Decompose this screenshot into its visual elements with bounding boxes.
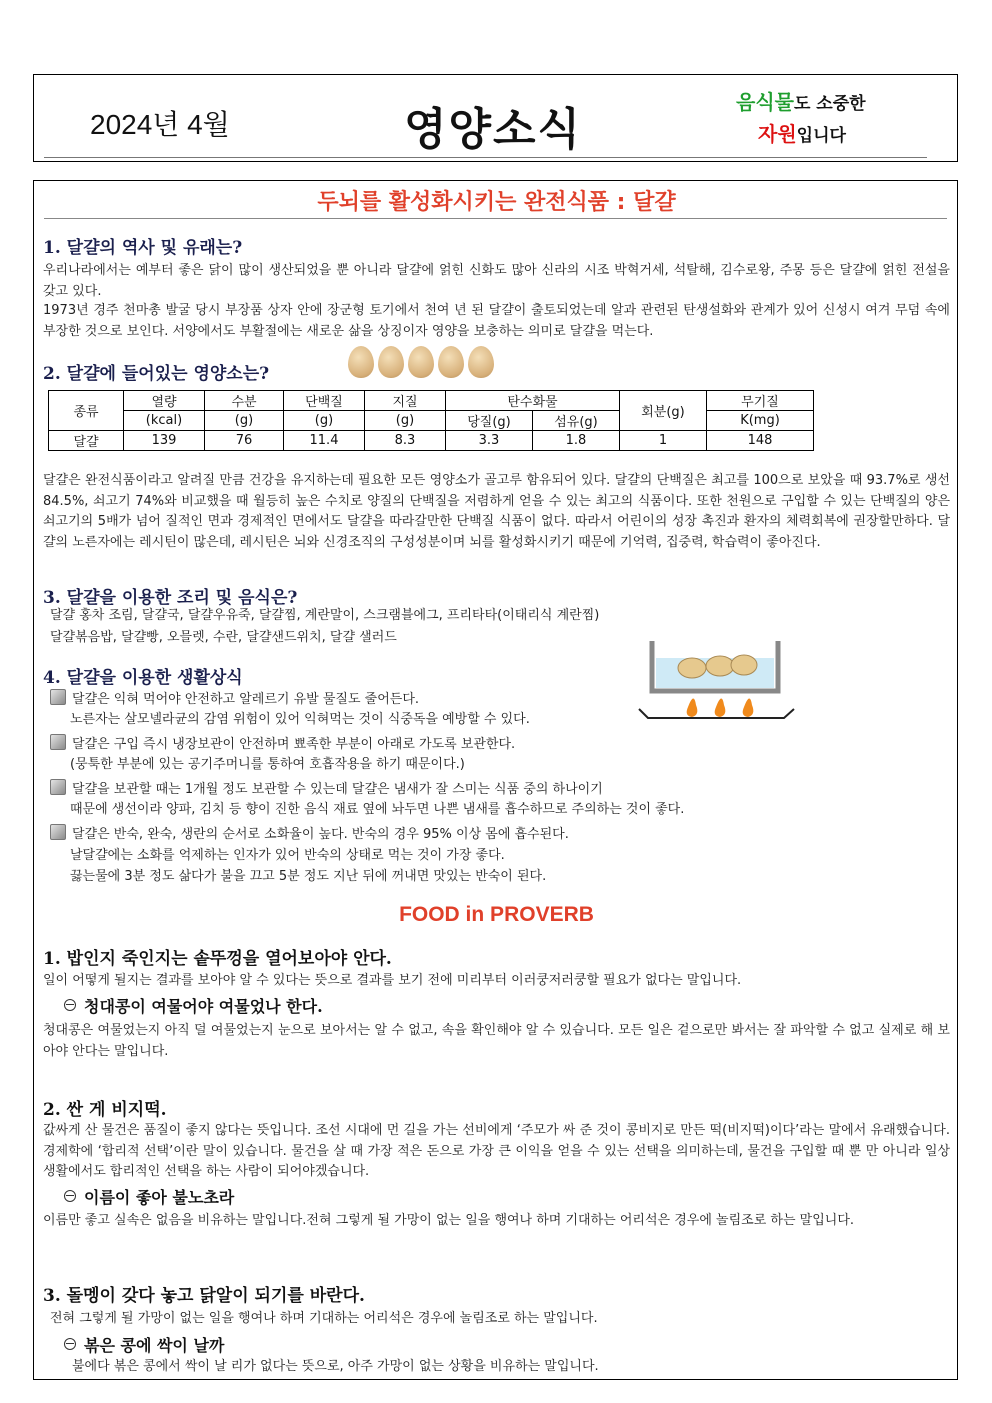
table-cell: 139 xyxy=(124,431,205,451)
slogan-line2-rest: 입니다 xyxy=(796,126,846,146)
circle-bullet-icon xyxy=(64,1338,76,1350)
proverb-2-text: 값싸게 산 물건은 품질이 좋지 않다는 뜻입니다. 조선 시대에 먼 길을 가는 선비에게 ‘주모가 싸 준 것이 콩비지로 만든 떡(비지떡)이다’라는 말에서 유래했습니다. 경제학에 ‘합리적 선택’이란 말이 있습니다. 물건을 살 때 가장 적은 돈으로 가장 큰 이익을 얻을 수 있는 선택을 의미하는데, 물건을 구입할 때 뿐 만 아니라 일상생활에서도 합리적인 선택을 하는 사람이 되어야겠습니다. xyxy=(43,1123,950,1179)
th-protein-unit: (g) xyxy=(284,411,365,431)
egg-icon xyxy=(438,346,464,378)
tip-3-line-1: 달걀을 보관할 때는 1개월 정도 보관할 수 있는데 달걀은 냄새가 잘 스미는 식품 중의 하나이기 xyxy=(72,782,603,797)
th-kind: 종류 xyxy=(49,391,124,431)
flame-icon xyxy=(715,698,726,717)
proverb-3-sub-text: 불에다 볶은 콩에서 싹이 날 리가 없다는 뜻으로, 아주 가망이 없는 상황을 비유하는 말입니다. xyxy=(72,1359,599,1374)
boiling-eggs-illustration xyxy=(634,636,804,731)
th-carb: 탄수화물 xyxy=(446,391,620,411)
th-sugar: 당질(g) xyxy=(446,411,533,431)
egg-icon xyxy=(706,656,734,676)
cube-bullet-icon xyxy=(50,779,66,795)
eggs-illustration xyxy=(348,346,498,382)
egg-icon xyxy=(408,346,434,378)
th-potassium: K(mg) xyxy=(707,411,814,431)
newsletter-header xyxy=(33,74,958,162)
circle-bullet-icon xyxy=(64,1190,76,1202)
proverb-2-sub-label: 이름이 좋아 불노초라 xyxy=(84,1188,235,1207)
th-water-unit: (g) xyxy=(205,411,284,431)
section-3-line-2: 달걀볶음밥, 달걀빵, 오믈렛, 수란, 달걀샌드위치, 달걀 샐러드 xyxy=(50,630,397,645)
th-protein: 단백질 xyxy=(284,391,365,411)
tip-1 xyxy=(50,689,419,710)
egg-icon xyxy=(348,346,374,378)
section-2-paragraph: 달걀은 완전식품이라고 알려질 만큼 건강을 유지하는데 필요한 모든 영양소가 골고루 함유되어 있다. 달걀의 단백질은 최고를 100으로 보았을 때 93.7%로 생선 84.5%, 쇠고기 74%와 비교했을 때 월등히 높은 수치로 양질의 단백질을 저렴하게 얻을 수 있는 최고의 식품이다. 또한 천원으로 구입할 수 있는 단백질의 양은 쇠고기의 5배가 넘어 질적인 면과 경제적인 면에서도 달걀을 따라갈만한 단백질 식품이 없다. 따라서 어린이의 성장 촉진과 환자의 체력회복에 권장할만하다. 달걀의 노른자에는 레시틴이 많은데, 레시틴은 뇌와 신경조직의 구성성분이며 뇌를 활성화시키기 때문에 기억력, 집중력, 학습력이 좋아진다. xyxy=(43,473,950,550)
tip-4-line-3: 끓는물에 3분 정도 삶다가 불을 끄고 5분 정도 지난 뒤에 꺼내면 맛있는 반숙이 된다. xyxy=(70,869,547,884)
table-cell: 11.4 xyxy=(284,431,365,451)
section-3-line-1: 달걀 홍차 조림, 달걀국, 달걀우유죽, 달걀찜, 계란말이, 스크램블에그, 프리타타(이태리식 계란찜) xyxy=(50,608,600,623)
proverb-3-sub-label: 볶은 콩에 싹이 날까 xyxy=(84,1336,225,1355)
table-row xyxy=(49,431,814,451)
tip-2 xyxy=(50,734,515,755)
tip-1-line-2: 노른자는 살모넬라균의 감염 위험이 있어 익혀먹는 것이 식중독을 예방할 수 있다. xyxy=(70,712,530,727)
tip-4-line-1: 달걀은 반숙, 완숙, 생란의 순서로 소화율이 높다. 반숙의 경우 95% 이상 몸에 흡수된다. xyxy=(72,827,569,842)
th-water: 수분 xyxy=(205,391,284,411)
th-fat: 지질 xyxy=(365,391,446,411)
flame-icon xyxy=(743,698,754,717)
slogan-word-resource: 자원 xyxy=(758,122,797,146)
proverb-3-sub xyxy=(64,1333,224,1356)
main-title: 두뇌를 활성화시키는 완전식품 : 달걀 xyxy=(317,190,676,215)
cube-bullet-icon xyxy=(50,824,66,840)
th-fat-unit: (g) xyxy=(365,411,446,431)
tip-4 xyxy=(50,824,569,845)
egg-icon xyxy=(378,346,404,378)
proverb-2-sub-text: 이름만 좋고 실속은 없음을 비유하는 말입니다.전혀 그렇게 될 가망이 없는 일을 행여나 하며 기대하는 어리석은 경우에 놀림조로 하는 말입니다. xyxy=(43,1213,855,1228)
table-cell: 76 xyxy=(205,431,284,451)
section-1-heading: 1. 달걀의 역사 및 유래는? xyxy=(43,238,243,258)
newsletter-title: 영양소식 xyxy=(404,104,583,155)
slogan-line1-rest: 도 소중한 xyxy=(793,94,866,114)
proverb-3-text: 전혀 그렇게 될 가망이 없는 일을 행여나 하며 기대하는 어리석은 경우에 놀림조로 하는 말입니다. xyxy=(50,1311,598,1326)
proverb-3-heading: 3. 돌멩이 갖다 놓고 닭알이 되기를 바란다. xyxy=(43,1286,365,1306)
title-divider xyxy=(44,218,947,219)
tip-4-line-2: 날달걀에는 소화를 억제하는 인자가 있어 반숙의 상태로 먹는 것이 가장 좋다. xyxy=(70,848,505,863)
tip-2-line-1: 달걀은 구입 즉시 냉장보관이 안전하며 뾰족한 부분이 아래로 가도록 보관한다. xyxy=(72,737,516,752)
th-energy: 열량 xyxy=(124,391,205,411)
issue-date: 2024년 4월 xyxy=(90,109,230,140)
slogan xyxy=(736,87,866,151)
section-3-heading: 3. 달걀을 이용한 조리 및 음식은? xyxy=(43,588,298,608)
header-divider xyxy=(44,157,927,158)
proverb-2-sub xyxy=(64,1185,234,1208)
egg-icon xyxy=(468,346,494,378)
tip-1-line-1: 달걀은 익혀 먹어야 안전하고 알레르기 유발 물질도 줄어든다. xyxy=(72,692,420,707)
proverb-2-heading: 2. 싼 게 비지떡. xyxy=(43,1100,167,1120)
proverb-1-text: 일이 어떻게 될지는 결과를 보아야 알 수 있다는 뜻으로 결과를 보기 전에 미리부터 이러쿵저러쿵할 필요가 없다는 말입니다. xyxy=(43,973,742,988)
th-fiber: 섬유(g) xyxy=(533,411,620,431)
th-ash: 회분(g) xyxy=(620,391,707,431)
section-1-paragraph-1: 우리나라에서는 예부터 좋은 닭이 많이 생산되었을 뿐 아니라 달걀에 얽힌 신화도 많아 신라의 시조 박혁거세, 석탈해, 김수로왕, 주몽 등은 달걀에 얽힌 전설을 갖고 있다. xyxy=(43,263,950,299)
tip-3 xyxy=(50,779,603,800)
proverb-1-sub-label: 청대콩이 여물어야 여물었나 한다. xyxy=(84,997,323,1016)
cube-bullet-icon xyxy=(50,734,66,750)
proverb-1-sub-text: 청대콩은 여물었는지 아직 덜 여물었는지 눈으로 보아서는 알 수 없고, 속을 확인해야 알 수 있습니다. 모든 일은 겉으로만 봐서는 잘 파악할 수 없고 실제로 해 보아야 안다는 말입니다. xyxy=(43,1023,950,1059)
slogan-word-food: 음식물 xyxy=(736,90,794,114)
cube-bullet-icon xyxy=(50,689,66,705)
proverb-1-sub xyxy=(64,994,323,1017)
tip-2-line-2: (뭉툭한 부분에 있는 공기주머니를 통하여 호흡작용을 하기 때문이다.) xyxy=(70,757,465,772)
th-mineral: 무기질 xyxy=(707,391,814,411)
table-cell: 148 xyxy=(707,431,814,451)
section-4-heading: 4. 달걀을 이용한 생활상식 xyxy=(43,668,243,688)
table-cell: 1.8 xyxy=(533,431,620,451)
section-2-heading: 2. 달걀에 들어있는 영양소는? xyxy=(43,364,270,384)
proverb-1-heading: 1. 밥인지 죽인지는 솥뚜껑을 열어보아야 안다. xyxy=(43,949,392,969)
egg-icon xyxy=(678,658,706,678)
egg-icon xyxy=(731,655,757,675)
circle-bullet-icon xyxy=(64,999,76,1011)
table-cell: 8.3 xyxy=(365,431,446,451)
table-cell: 달걀 xyxy=(49,431,124,451)
section-1-paragraph-2: 1973년 경주 천마총 발굴 당시 부장품 상자 안에 장군형 토기에서 천여 년 된 달걀이 출토되었는데 알과 관련된 탄생설화와 관계가 있어 신성시 여겨 무덤 속에 부장한 것으로 보인다. 서양에서도 부활절에는 새로운 삶을 상징이자 영양을 보충하는 의미로 달걀을 먹는다. xyxy=(43,303,950,339)
th-energy-unit: (kcal) xyxy=(124,411,205,431)
proverb-section-title: FOOD in PROVERB xyxy=(399,903,594,926)
table-cell: 3.3 xyxy=(446,431,533,451)
flame-icon xyxy=(687,698,698,717)
nutrition-table xyxy=(48,390,814,451)
table-cell: 1 xyxy=(620,431,707,451)
main-content xyxy=(33,180,958,1380)
tip-3-line-2: 때문에 생선이라 양파, 김치 등 향이 진한 음식 재료 옆에 놔두면 나쁜 냄새를 흡수하므로 주의하는 것이 좋다. xyxy=(70,802,685,817)
